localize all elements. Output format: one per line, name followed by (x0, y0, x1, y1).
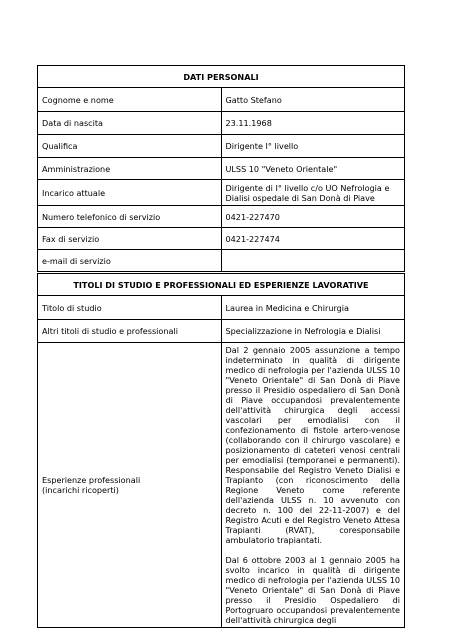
experience-label-line1: Esperienze professionali (42, 475, 141, 485)
experience-label-line2: (incarichi ricoperti) (42, 485, 119, 495)
experience-paragraph-2: Dal 6 ottobre 2003 al 1 gennaio 2005 ha svolto incarico in qualità di dirigente medico di nefrologia per l'azienda ULSS 10 "Veneto Orientale" di San Donà di Piave presso il Presidio Ospedaliero di Portogruaro occupandosi prevalentemente dell'attività chirurgica degli (225, 555, 400, 625)
phone-value: 0421-227470 (221, 206, 405, 228)
experience-description (221, 343, 405, 628)
fax-label: Fax di servizio (38, 228, 222, 250)
name-label: Cognome e nome (38, 88, 222, 112)
degree-label: Titolo di studio (38, 296, 222, 320)
administration-label: Amministrazione (38, 158, 222, 180)
current-role-label: Incarico attuale (38, 180, 222, 206)
studies-experience-table (37, 273, 405, 628)
fax-value: 0421-227474 (221, 228, 405, 250)
experience-paragraph-1: Dal 2 gennaio 2005 assunzione a tempo indeterminato in qualità di dirigente medico di nefrologia per l'azienda ULSS 10 "Veneto Orientale" di San Donà di Piave presso il Presidio ospedaliero di San Donà di Piave occupandosi prevalentemente dell'attività chirurgica degli accessi vascolari per emodialisi con il confezionamento di fistole artero-venose (collaborando con il chirurgo vascolare) e posizionamento di cateteri venosi centrali per emodialisi (temporanei e permanenti). Responsabile del Registro Veneto Dialisi e Trapianto (con riconoscimento della Regione Veneto come referente dell'azienda ULSS n. 10 avvenuto con decreto n. 100 del 22-11-2007) e del Registro Acuti e del Registro Veneto Attesa Trapianti (RVAT), coresponsabile ambulatorio trapiantati. (225, 345, 400, 545)
degree-value: Laurea in Medicina e Chirurgia (221, 296, 405, 320)
personal-data-table (37, 65, 405, 272)
experience-label (38, 343, 222, 628)
administration-value: ULSS 10 "Veneto Orientale" (221, 158, 405, 180)
qualification-value: Dirigente I° livello (221, 135, 405, 158)
birth-date-value: 23.11.1968 (221, 112, 405, 135)
qualification-label: Qualifica (38, 135, 222, 158)
other-titles-value: Specializzazione in Nefrologia e Dialisi (221, 320, 405, 343)
other-titles-label: Altri titoli di studio e professionali (38, 320, 222, 343)
current-role-value: Dirigente di I° livello c/o UO Nefrologia e Dialisi ospedale di San Donà di Piave (221, 180, 405, 206)
name-value: Gatto Stefano (221, 88, 405, 112)
phone-label: Numero telefonico di servizio (38, 206, 222, 228)
personal-data-header: DATI PERSONALI (38, 66, 405, 88)
email-label: e-mail di servizio (38, 250, 222, 272)
email-value (221, 250, 405, 272)
studies-header: TITOLI DI STUDIO E PROFESSIONALI ED ESPERIENZE LAVORATIVE (38, 274, 405, 296)
birth-date-label: Data di nascita (38, 112, 222, 135)
